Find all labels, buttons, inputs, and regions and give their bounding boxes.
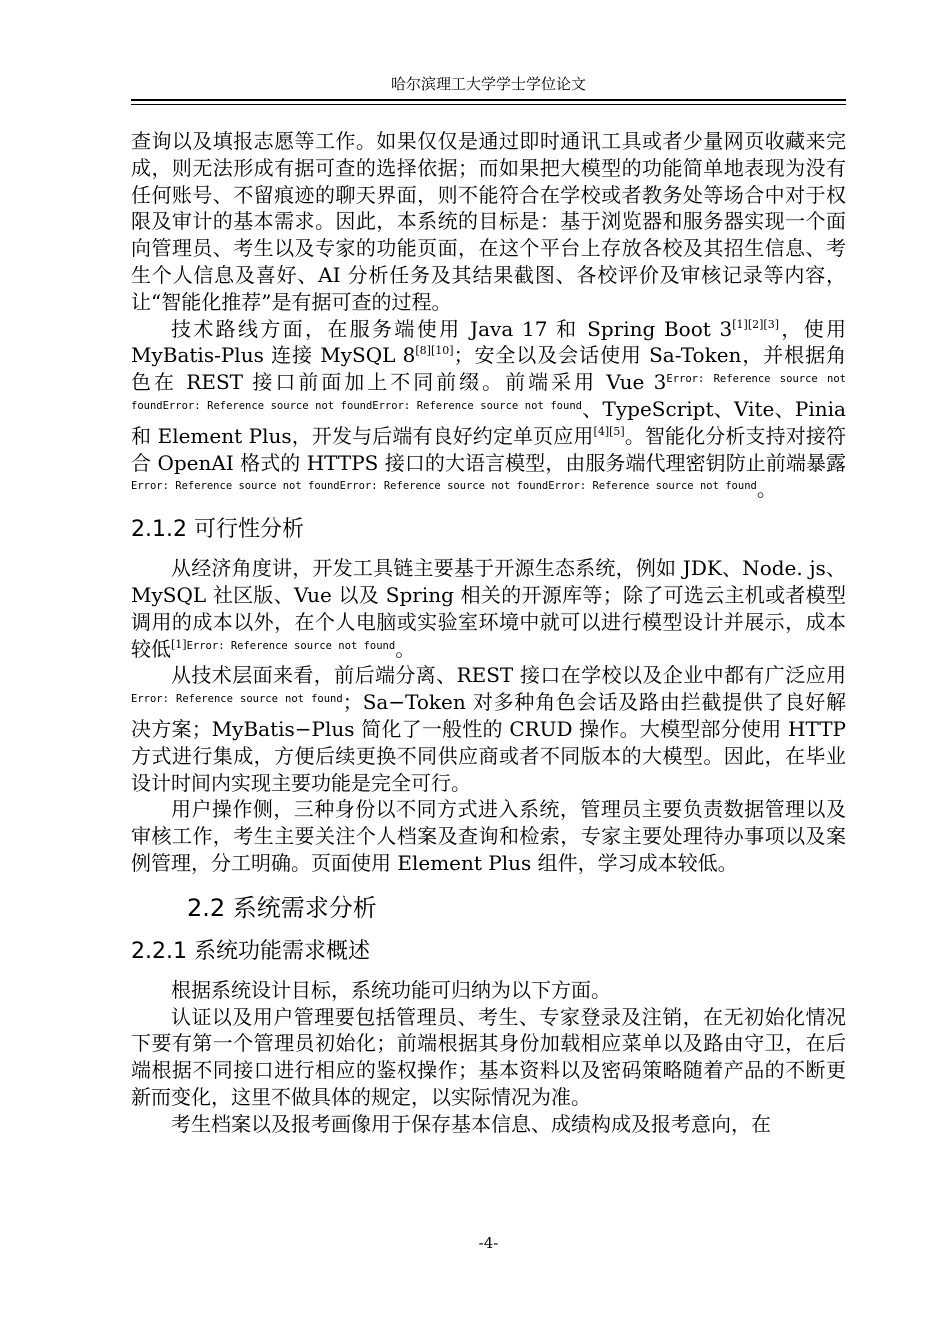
paragraph-economic [131,555,846,662]
header-rule-thin [131,104,846,105]
citation: [1] [171,637,187,651]
paragraph-operation: 用户操作侧，三种身份以不同方式进入系统，管理员主要负责数据管理以及审核工作，考生主要关注个人档案及查询和检索，专家主要处理待办事项以及案例管理，分工明确。页面使用 Element Plus 组件，学习成本较低。 [131,797,846,875]
reference-error: Error: Reference source not foundError: Reference source not foundError: Reference source not found [131,373,847,412]
text-run: 、TypeScript、Vite、Pinia 和 Element Plus，开发与后端有良好约定单页应用 [131,396,846,448]
text-run: 从经济角度讲，开发工具链主要基于开源生态系统，例如 JDK、Node. js、MySQL 社区版、Vue 以及 Spring 相关的开源库等；除了可选云主机或者模型调用的成本以外，在个人电脑或实验室环境中就可以进行模型设计并展示，成本较低 [131,556,846,661]
citation: [1][2][3] [732,317,779,331]
text-run: ，使用 MyBatis-Plus 连接 MySQL 8 [131,316,847,368]
paragraph-profile: 考生档案以及报考画像用于保存基本信息、成绩构成及报考意向，在 [171,1111,771,1136]
reference-error: Error: Reference source not foundError: Reference source not foundError: Reference source not found [131,480,757,493]
citation: [4][5] [593,424,625,438]
paragraph-intro: 根据系统设计目标，系统功能可归纳为以下方面。 [171,977,611,1002]
text-run: 。 [395,636,416,661]
running-header: 哈尔滨理工大学学士学位论文 [390,75,586,93]
paragraph-technical [131,662,846,796]
paragraph-tech-route [131,316,846,504]
section-heading-requirements: 2.2 系统需求分析 [187,893,377,922]
text-run: 。智能化分析支持对接符合 OpenAI 格式的 HTTPS 接口的大语言模型，由服务端代理密钥防止前端暴露 [131,423,847,475]
section-heading-overview: 2.2.1 系统功能需求概述 [131,938,370,964]
text-run: ；安全以及会话使用 Sa-Token，并根据角色在 REST 接口前面加上不同前缀。前端采用 Vue 3 [131,343,846,395]
paragraph-auth: 认证以及用户管理要包括管理员、考生、专家登录及注销，在无初始化情况下要有第一个管理员初始化；前端根据其身份加载相应菜单以及路由守卫，在后端根据不同接口进行相应的鉴权操作；基本资料以及密码策略随着产品的不断更新而变化，这里不做具体的规定，以实际情况为准。 [131,1004,846,1109]
text-run: 。 [756,477,777,502]
citation: [8][10] [415,344,454,358]
reference-error: Error: Reference source not found [186,639,396,652]
text-run: 技术路线方面，在服务端使用 Java 17 和 Spring Boot 3 [171,316,733,341]
text-run: 从技术层面来看，前后端分离、REST 接口在学校以及企业中都有广泛应用 [171,663,846,688]
body-text [131,128,846,1138]
page-number: -4- [478,1234,499,1252]
paragraph-goal: 查询以及填报志愿等工作。如果仅仅是通过即时通讯工具或者少量网页收藏来完成，则无法形成有据可查的选择依据；而如果把大模型的功能简单地表现为没有任何账号、不留痕迹的聊天界面，则不能符合在学校或者教务处等场合中对于权限及审计的基本需求。因此，本系统的目标是：基于浏览器和服务器实现一个面向管理员、考生以及专家的功能页面，在这个平台上存放各校及其招生信息、考生个人信息及喜好、AI 分析任务及其结果截图、各校评价及审核记录等内容，让“智能化推荐”是有据可查的过程。 [131,129,846,314]
section-heading-feasibility: 2.1.2 可行性分析 [131,517,304,543]
text-run: ；Sa−Token 对多种角色会话及路由拦截提供了良好解决方案；MyBatis−Plus 简化了一般性的 CRUD 操作。大模型部分使用 HTTP 方式进行集成，方便后续更换不同供应商或者不同版本的大模型。因此，在毕业设计时间内实现主要功能是完全可行。 [131,690,846,795]
header-rule-thick [131,99,846,101]
reference-error: Error: Reference source not found [131,693,343,706]
